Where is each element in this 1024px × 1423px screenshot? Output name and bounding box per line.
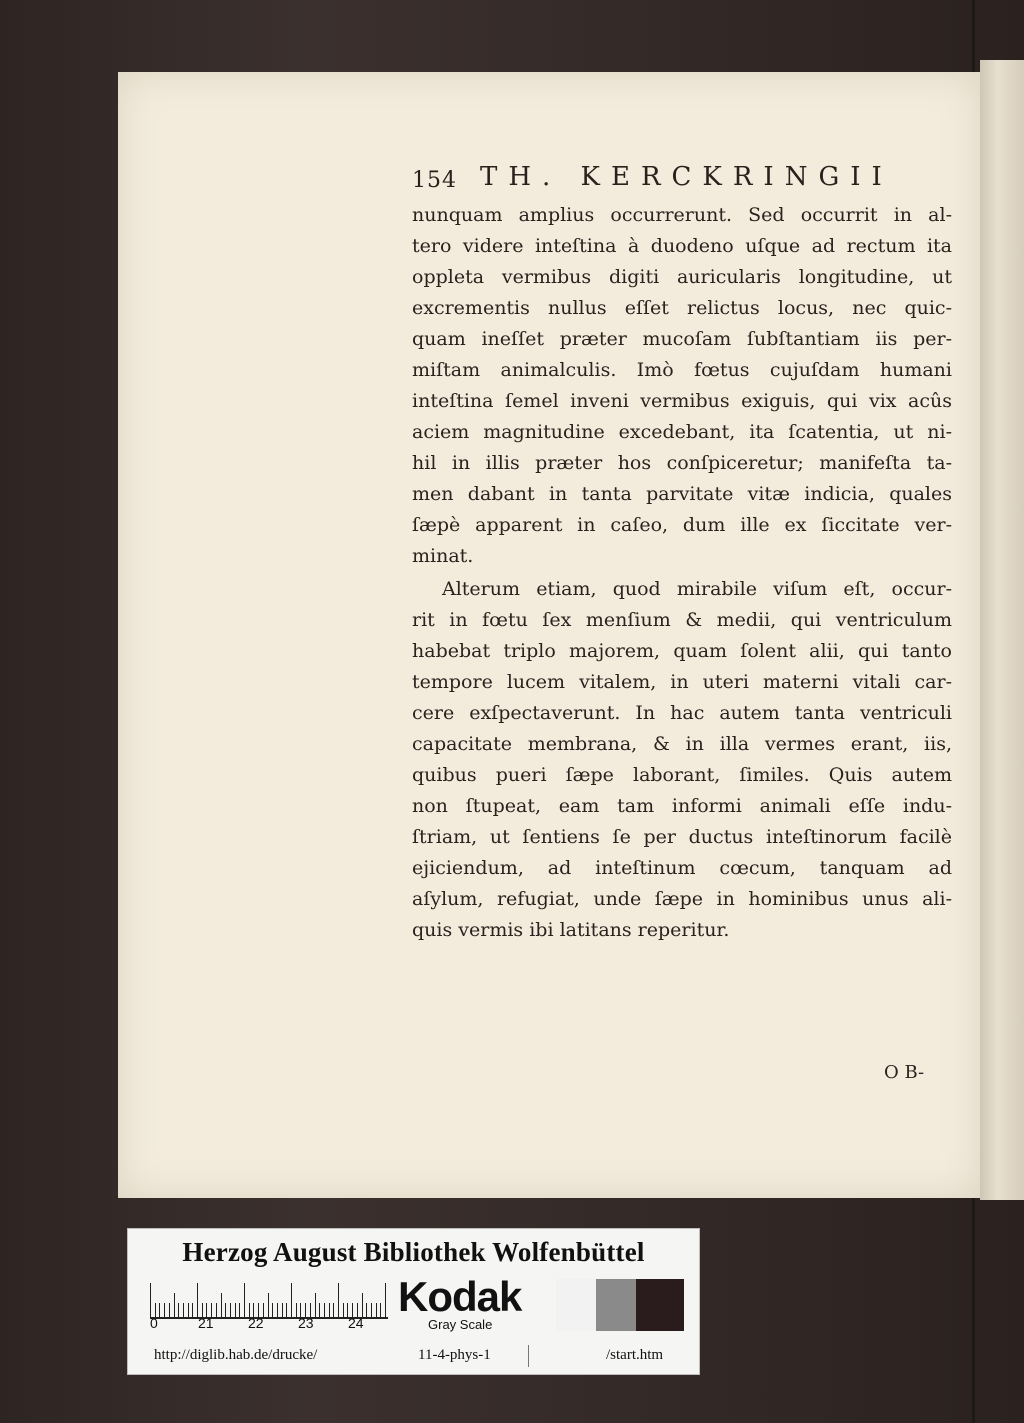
text-line: men dabant in tanta parvitate vitæ indicia, quales xyxy=(412,483,952,505)
ruler-tick xyxy=(315,1293,316,1317)
text-line: excrementis nullus eſſet relictus locus, nec quic- xyxy=(412,297,952,319)
text-line: ejiciendum, ad inteſtinum cœcum, tanquam ad xyxy=(412,857,952,879)
catchword: O B- xyxy=(884,1062,925,1083)
gray-scale-label: Gray Scale xyxy=(428,1317,493,1332)
next-page-edge xyxy=(980,60,1024,1200)
ruler-label: 24 xyxy=(348,1315,364,1331)
text-line: quam ineſſet præter mucoſam ſubſtantiam iis per- xyxy=(412,328,952,350)
text-line: minat. xyxy=(412,545,474,567)
ruler-tick xyxy=(197,1283,198,1317)
text-line: tero videre inteſtina à duodeno uſque ad rectum ita xyxy=(412,235,952,257)
ruler-tick xyxy=(385,1283,386,1317)
measurement-ruler xyxy=(150,1279,388,1319)
digital-library-url: http://diglib.hab.de/drucke/ xyxy=(154,1347,318,1363)
text-line: quis vermis ibi latitans reperitur. xyxy=(412,919,730,941)
text-line: nunquam amplius occurrerunt. Sed occurrit in al- xyxy=(412,204,952,226)
gray-swatch-mid xyxy=(596,1279,636,1331)
library-color-target xyxy=(127,1228,700,1375)
ruler-label: 21 xyxy=(198,1315,214,1331)
ruler-tick xyxy=(268,1293,269,1317)
gray-swatch-light xyxy=(556,1279,596,1331)
ruler-tick xyxy=(338,1283,339,1317)
footer-divider xyxy=(528,1345,529,1367)
ruler-label: 23 xyxy=(298,1315,314,1331)
text-line: hil in illis præter hos conſpiceretur; manifeſta ta- xyxy=(412,452,952,474)
text-line: aſylum, refugiat, unde ſæpe in hominibus unus ali- xyxy=(412,888,952,910)
text-line: habebat triplo majorem, quam ſolent alii, qui tanto xyxy=(412,640,952,662)
ruler-tick xyxy=(362,1293,363,1317)
text-line: oppleta vermibus digiti auricularis longitudine, ut xyxy=(412,266,952,288)
text-line: Alterum etiam, quod mirabile viſum eſt, occur- xyxy=(442,578,952,600)
running-title: TH. KERCKRINGII xyxy=(480,162,893,192)
text-line: inteſtina ſemel inveni vermibus exiguis, qui vix acûs xyxy=(412,390,952,412)
text-line: non ſtupeat, eam tam informi animali eſſe indu- xyxy=(412,795,952,817)
text-line: rit in fœtu ſex menſium & medii, qui ventriculum xyxy=(412,609,952,631)
gray-swatch-dark xyxy=(636,1279,684,1331)
start-page-link: /start.htm xyxy=(606,1347,664,1363)
ruler-tick xyxy=(221,1293,222,1317)
ruler-tick xyxy=(174,1293,175,1317)
text-line: quibus pueri ſæpe laborant, ſimiles. Quis autem xyxy=(412,764,952,786)
page-header xyxy=(412,162,952,198)
ruler-label: 0 xyxy=(150,1315,158,1331)
text-line: tempore lucem vitalem, in uteri materni vitali car- xyxy=(412,671,952,693)
text-line: miſtam animalculis. Imò fœtus cujuſdam humani xyxy=(412,359,952,381)
text-line: ſæpè apparent in caſeo, dum ille ex ſiccitate ver- xyxy=(412,514,952,536)
kodak-logo: Kodak xyxy=(398,1273,522,1320)
text-line: capacitate membrana, & in illa vermes erant, iis, xyxy=(412,733,952,755)
page-number: 154 xyxy=(412,168,457,193)
ruler-tick xyxy=(244,1283,245,1317)
body-text xyxy=(412,200,952,946)
text-line: ſtriam, ut ſentiens ſe per ductus inteſtinorum facilè xyxy=(412,826,952,848)
library-name: Herzog August Bibliothek Wolfenbüttel xyxy=(182,1237,645,1267)
text-line: aciem magnitudine excedebant, ita ſcatentia, ut ni- xyxy=(412,421,952,443)
ruler-labels xyxy=(148,1315,408,1337)
ruler-tick xyxy=(150,1283,151,1317)
text-line: cere exſpectaverunt. In hac autem tanta ventriculi xyxy=(412,702,952,724)
ruler-label: 22 xyxy=(248,1315,264,1331)
shelfmark: 11-4-phys-1 xyxy=(418,1347,491,1363)
ruler-tick xyxy=(291,1283,292,1317)
card-footer xyxy=(128,1343,699,1369)
